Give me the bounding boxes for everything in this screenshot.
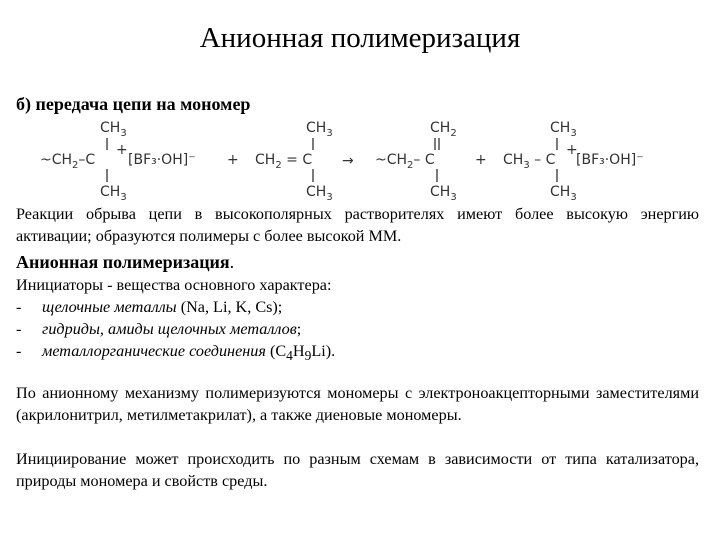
scheme-product-2 <box>503 120 644 200</box>
section-heading-anionic <box>16 252 234 273</box>
svg-text:[BF₃·OH]⁻: [BF₃·OH]⁻ <box>576 152 644 168</box>
formula-part: (C <box>265 342 287 360</box>
paragraph-initiation: Инициирование может происходить по разным схемам в зависимости от типа катализатора, природы мономера и свойств среды. <box>16 450 699 490</box>
svg-text:~CH2– C: $\sim CH_2-$ C <box>375 152 435 171</box>
reaction-scheme <box>30 116 700 200</box>
svg-text:CH3: $CH_3$ <box>100 184 127 200</box>
scheme-monomer <box>255 120 333 200</box>
scheme-plus-1: + <box>227 152 239 168</box>
svg-text:CH3 – C: $CH_3$ – C <box>503 152 556 171</box>
list-dash: - <box>16 298 22 316</box>
formula-part: H <box>292 342 305 360</box>
svg-text:CH2: $CH_2$ <box>430 120 457 139</box>
svg-text:CH3: $CH_3$ <box>306 120 333 139</box>
svg-text:+: + <box>116 142 128 158</box>
svg-text:[BF₃·OH]⁻: [BF₃·OH]⁻ <box>128 152 196 168</box>
svg-text:CH2 = C: $CH_2 = C$ <box>255 152 313 171</box>
heading-dot: . <box>229 252 235 272</box>
list-dash: - <box>16 320 22 338</box>
list-item <box>16 296 335 318</box>
initiators-list <box>16 274 335 367</box>
svg-text:CH3: $CH_3$ <box>550 184 577 200</box>
initiators-intro: Инициаторы - вещества основного характера: <box>16 276 332 294</box>
scheme-product-1 <box>375 120 457 200</box>
section-subtitle: б) передача цепи на мономер <box>16 94 251 114</box>
list-dash: - <box>16 342 22 360</box>
list-item-italic: щелочные металлы <box>42 298 177 316</box>
scheme-arrow: → <box>342 153 354 169</box>
svg-text:+: + <box>566 142 578 158</box>
svg-text:CH3: $CH_3$ <box>306 184 333 200</box>
formula-sub: 9 <box>304 348 312 364</box>
list-item-italic: гидриды, амиды щелочных металлов <box>42 320 297 338</box>
paragraph-termination: Реакции обрыва цепи в высокополярных растворителях имеют более высокую энергию активации; образуются полимеры с более высокой ММ. <box>16 205 699 245</box>
svg-text:CH3: $CH_3$ <box>100 120 127 139</box>
list-item-italic: металлорганические соединения <box>42 342 266 360</box>
paragraph-anionic-monomers: По анионному механизму полимеризуются мономеры с электроноакцепторными заместителями (акрилонитрил, метилметакрилат), а также диеновые мономеры. <box>16 384 699 424</box>
heading-text: Анионная полимеризация <box>16 252 230 272</box>
formula-sub: 4 <box>286 348 293 364</box>
page-title: Анионная полимеризация <box>199 22 521 54</box>
list-item <box>16 318 335 340</box>
scheme-reactant-cation <box>40 120 196 200</box>
svg-text:~CH2–C: $\sim CH_2-C$ <box>40 152 96 171</box>
formula-part: Li). <box>311 342 336 360</box>
list-item-rest: (Na, Li, K, Cs); <box>176 298 283 316</box>
list-item-rest: ; <box>296 320 302 338</box>
svg-text:CH3: $CH_3$ <box>550 120 577 139</box>
svg-text:CH3: $CH_3$ <box>430 184 457 200</box>
list-item <box>16 340 335 367</box>
scheme-plus-2: + <box>475 152 487 168</box>
